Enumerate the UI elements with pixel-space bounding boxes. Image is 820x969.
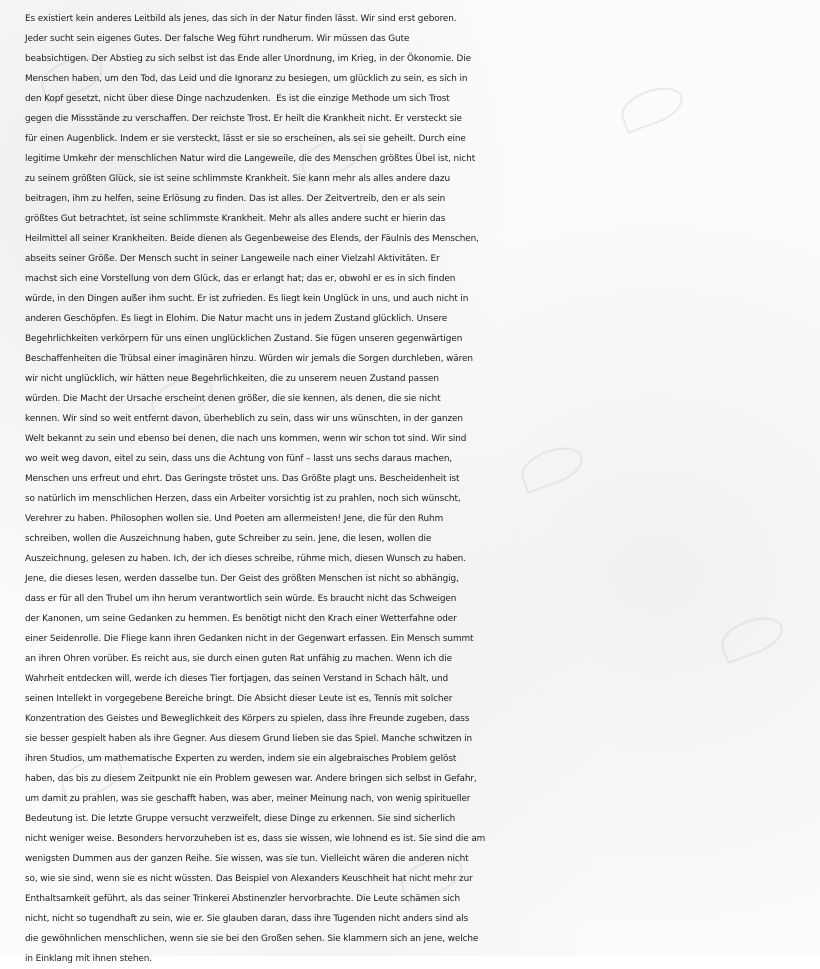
text-line: beabsichtigen. Der Abstieg zu sich selbst ist das Ende aller Unordnung, im Krieg, in der Ökonomie. Die — [25, 54, 471, 64]
text-line: seinen Intellekt in vorgegebene Bereiche bringt. Die Absicht dieser Leute ist es, Tennis mit solcher — [25, 694, 453, 704]
text-line: Beschaffenheiten die Trübsal einer imaginären hinzu. Würden wir jemals die Sorgen durchleben, wären — [25, 354, 473, 364]
text-line: Es existiert kein anderes Leitbild als jenes, das sich in der Natur finden lässt. Wir sind erst geboren. — [25, 14, 457, 24]
text-line: Menschen haben, um den Tod, das Leid und die Ignoranz zu besiegen, um glücklich zu sein, es sich in — [25, 74, 468, 84]
text-line: größtes Gut betrachtet, ist seine schlimmste Krankheit. Mehr als alles andere sucht er hierin das — [25, 214, 446, 224]
text-line: einer Seidenrolle. Die Fliege kann ihren Gedanken nicht in der Gegenwart erfassen. Ein Mensch summt — [25, 634, 474, 644]
text-line: anderen Geschöpfen. Es liegt in Elohim. Die Natur macht uns in jedem Zustand glücklich. Unsere — [25, 314, 448, 324]
text-line: Welt bekannt zu sein und ebenso bei denen, die nach uns kommen, wenn wir schon tot sind. Wir sind — [25, 434, 467, 444]
text-line: Begehrlichkeiten verkörpern für uns einen unglücklichen Zustand. Sie fügen unseren gegenwärtigen — [25, 334, 463, 344]
text-line: beitragen, ihm zu helfen, seine Erlösung zu finden. Das ist alles. Der Zeitvertreib, den er als sein — [25, 194, 446, 204]
text-line: gegen die Missstände zu verschaffen. Der reichste Trost. Er heilt die Krankheit nicht. Er versteckt sie — [25, 114, 462, 124]
text-line: in Einklang mit ihnen stehen. — [25, 954, 152, 964]
text-line: nicht weniger weise. Besonders hervorzuheben ist es, dass sie wissen, wie lohnend es ist. Sie sind die am — [25, 834, 486, 844]
text-line: Enthaltsamkeit geführt, als das seiner Trinkerei Abstinenzler hervorbrachte. Die Leute schämen sich — [25, 894, 460, 904]
text-line: Menschen uns erfreut und ehrt. Das Geringste tröstet uns. Das Größte plagt uns. Bescheidenheit ist — [25, 474, 460, 484]
text-line: machst sich eine Vorstellung von dem Glück, das er erlangt hat; das er, obwohl er es in sich finden — [25, 274, 456, 284]
text-line: nicht, nicht so tugendhaft zu sein, wie er. Sie glauben daran, dass ihre Tugenden nicht anders sind als — [25, 914, 469, 924]
text-line: schreiben, wollen die Auszeichnung haben, gute Schreiber zu sein. Jene, die lesen, wollen die — [25, 534, 432, 544]
text-line: würden. Die Macht der Ursache erscheint denen größer, die sie kennen, als denen, die sie nicht — [25, 394, 441, 404]
text-line: den Kopf gesetzt, nicht über diese Dinge nachzudenken. Es ist die einzige Methode um sich Trost — [25, 94, 450, 104]
text-line: sie besser gespielt haben als ihre Gegner. Aus diesem Grund lieben sie das Spiel. Manche schwitzen in — [25, 734, 472, 744]
text-line: wenigsten Dummen aus der ganzen Reihe. Sie wissen, was sie tun. Vielleicht wären die anderen nicht — [25, 854, 469, 864]
text-line: kennen. Wir sind so weit entfernt davon, überheblich zu sein, dass wir uns wünschten, in der ganzen — [25, 414, 463, 424]
text-line: Heilmittel all seiner Krankheiten. Beide dienen als Gegenbeweise des Elends, der Fäulnis des Menschen, — [25, 234, 479, 244]
document-text — [25, 9, 820, 969]
text-line: dass er für all den Trubel um ihn herum verantwortlich sein würde. Es braucht nicht das Schweigen — [25, 594, 457, 604]
text-line: Wahrheit entdecken will, werde ich dieses Tier fortjagen, das seinen Verstand in Schach hält, und — [25, 674, 449, 684]
text-line: Konzentration des Geistes und Beweglichkeit des Körpers zu spielen, dass ihre Freunde zugeben, dass — [25, 714, 470, 724]
text-line: abseits seiner Größe. Der Mensch sucht in seiner Langeweile nach einer Vielzahl Aktivitäten. Er — [25, 254, 440, 264]
text-line: an ihren Ohren vorüber. Es reicht aus, sie durch einen guten Rat unfähig zu machen. Wenn ich die — [25, 654, 452, 664]
text-line: würde, in den Dingen außer ihm sucht. Er ist zufrieden. Es liegt kein Unglück in uns, und auch nicht in — [25, 294, 469, 304]
text-line: ihren Studios, um mathematische Experten zu werden, indem sie ein algebraisches Problem gelöst — [25, 754, 457, 764]
text-line: Bedeutung ist. Die letzte Gruppe versucht verzweifelt, diese Dinge zu erkennen. Sie sind sicherlich — [25, 814, 456, 824]
text-line: Jeder sucht sein eigenes Gutes. Der falsche Weg führt rundherum. Wir müssen das Gute — [25, 34, 410, 44]
text-line: haben, das bis zu diesem Zeitpunkt nie ein Problem gewesen war. Andere bringen sich selbst in Gefahr, — [25, 774, 477, 784]
text-line: Auszeichnung, gelesen zu haben. Ich, der ich dieses schreibe, rühme mich, diesen Wunsch zu haben. — [25, 554, 466, 564]
text-line: legitime Umkehr der menschlichen Natur wird die Langeweile, die des Menschen größtes Übel ist, nicht — [25, 154, 476, 164]
text-line: der Kanonen, um seine Gedanken zu hemmen. Es benötigt nicht den Krach einer Wetterfahne oder — [25, 614, 457, 624]
text-line: so, wie sie sind, wenn sie es nicht wüssten. Das Beispiel von Alexanders Keuschheit hat nicht mehr zur — [25, 874, 473, 884]
text-line: für einen Augenblick. Indem er sie versteckt, lässt er sie so erscheinen, als sei sie geheilt. Durch eine — [25, 134, 466, 144]
text-line: so natürlich im menschlichen Herzen, dass ein Arbeiter vorsichtig ist zu prahlen, noch sich wünscht, — [25, 494, 461, 504]
text-line: Jene, die dieses lesen, werden dasselbe tun. Der Geist des größten Menschen ist nicht so abhängig, — [25, 574, 459, 584]
text-line: zu seinem größten Glück, sie ist seine schlimmste Krankheit. Sie kann mehr als alles andere dazu — [25, 174, 450, 184]
text-line: wo weit weg davon, eitel zu sein, dass uns die Achtung von fünf – lasst uns sechs daraus machen, — [25, 454, 453, 464]
text-line: Verehrer zu haben. Philosophen wollen sie. Und Poeten am allermeisten! Jene, die für den Ruhm — [25, 514, 444, 524]
text-line: wir nicht unglücklich, wir hätten neue Begehrlichkeiten, die zu unserem neuen Zustand passen — [25, 374, 439, 384]
text-line: um damit zu prahlen, was sie geschafft haben, was aber, meiner Meinung nach, von wenig spiritueller — [25, 794, 471, 804]
text-line: die gewöhnlichen menschlichen, wenn sie sie bei den Großen sehen. Sie klammern sich an jene, welche — [25, 934, 479, 944]
